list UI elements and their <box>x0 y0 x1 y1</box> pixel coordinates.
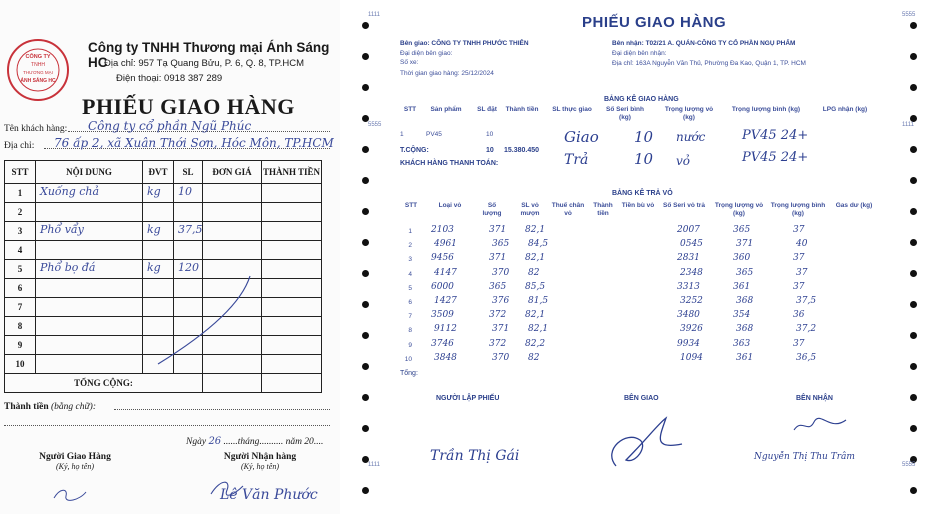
return-row-qty: 372 <box>489 338 507 349</box>
stt-cell: 1 <box>5 184 36 203</box>
return-row-stt: 3 <box>408 256 412 264</box>
return-row-shell: 368 <box>736 324 754 335</box>
document-title: PHIẾU GIAO HÀNG <box>82 94 295 119</box>
stamp-line-2: TNHH <box>31 62 45 68</box>
customer-address-value: 76 ấp 2, xã Xuân Thới Sơn, Hóc Môn, TP.HCM <box>54 136 334 150</box>
delivery-section-title: BẢNG KÊ GIAO HÀNG <box>604 96 679 103</box>
total-amount-right: 15.380.450 <box>504 147 540 154</box>
delivery-row-stt: 1 <box>400 131 404 138</box>
return-row-shell: 361 <box>736 352 754 363</box>
return-row-bottle: 40 <box>796 239 808 250</box>
qty-cell <box>174 241 203 260</box>
return-row-bottle: 37 <box>793 253 805 264</box>
return-col-header: Trọng lượng bình (kg) <box>770 202 826 217</box>
amount-cell <box>262 279 322 298</box>
edge-code-6: 5555 <box>902 462 916 468</box>
perforation-hole <box>910 84 917 91</box>
return-row-bottle: 36 <box>793 310 805 321</box>
return-col-header: Loại vỏ <box>438 202 462 209</box>
return-row-shell: 360 <box>733 253 751 264</box>
receiver-label: Người Nhận hàng <box>223 452 297 462</box>
return-row-type: 9112 <box>434 324 457 335</box>
receiver-signature-block <box>200 452 320 471</box>
col-qty: SL <box>174 161 203 184</box>
table-row <box>5 203 322 222</box>
return-col-header: SL vỏ mượn <box>520 202 540 217</box>
perforation-hole <box>362 22 369 29</box>
perforation-hole <box>362 239 369 246</box>
return-row-borrow: 82 <box>528 352 540 363</box>
edge-code-3: 1111 <box>368 462 381 468</box>
perforation-hole <box>910 53 917 60</box>
perforation-hole <box>910 239 917 246</box>
return-row-stt: 7 <box>408 313 412 321</box>
hw-deliver-type: nước <box>676 130 706 144</box>
content-cell <box>36 355 143 374</box>
sig-receiver-label: BÊN NHẬN <box>796 395 833 402</box>
delivery-time: Thời gian giao hàng: 25/12/2024 <box>400 70 494 77</box>
delivery-note-left <box>0 0 340 514</box>
delivery-col-header: SL thực giao <box>552 106 592 113</box>
return-col-header: Gas dư (kg) <box>835 202 873 209</box>
company-address: Địa chỉ: 957 Tạ Quang Bửu, P. 6, Q. 8, TP.HCM <box>104 58 304 69</box>
perforation-hole <box>910 394 917 401</box>
amount-cell <box>262 241 322 260</box>
price-cell <box>203 184 262 203</box>
price-cell <box>203 241 262 260</box>
vehicle-number: Số xe: <box>400 59 419 66</box>
return-row-shell: 363 <box>733 338 751 349</box>
return-row-stt: 4 <box>408 270 412 278</box>
col-stt: STT <box>5 161 36 184</box>
return-row-shell: 371 <box>736 239 754 250</box>
return-row-qty: 365 <box>492 239 510 250</box>
qty-value: 37,5 <box>178 223 203 236</box>
return-row-borrow: 82,1 <box>525 225 546 235</box>
unit-value: kg <box>147 261 161 274</box>
total-qty-right: 10 <box>486 147 494 154</box>
return-row-serial: 2007 <box>677 225 700 235</box>
perforation-hole <box>910 487 917 494</box>
hw-deliver-qty: 10 <box>634 128 654 146</box>
amount-cell <box>262 336 322 355</box>
table-row <box>5 241 322 260</box>
content-cell <box>36 260 143 279</box>
unit-cell <box>143 184 174 203</box>
delivery-row-product: PV45 <box>426 131 442 138</box>
return-row-qty: 372 <box>489 310 507 321</box>
return-row-qty: 371 <box>489 253 507 264</box>
col-amount: THÀNH TIỀN <box>262 161 322 184</box>
perforation-hole <box>910 332 917 339</box>
return-row-bottle: 37 <box>793 338 805 349</box>
return-row-type: 4961 <box>434 239 457 250</box>
date-day-label: Ngày <box>186 437 207 447</box>
stamp-line-4: ÁNH SÁNG HC <box>20 78 56 84</box>
stamp-line-1: CÔNG TY <box>25 54 51 60</box>
stt-cell: 2 <box>5 203 36 222</box>
perforation-hole <box>362 177 369 184</box>
content-cell <box>36 317 143 336</box>
company-name: Công ty TNHH Thương mại Ánh Sáng HC <box>88 40 330 70</box>
stt-cell: 8 <box>5 317 36 336</box>
content-cell <box>36 298 143 317</box>
qty-cell <box>174 184 203 203</box>
amount-cell <box>262 355 322 374</box>
return-row-shell: 368 <box>736 296 754 306</box>
receiver-signature-mark-icon <box>790 414 850 438</box>
content-cell <box>36 222 143 241</box>
return-row-stt: 5 <box>408 284 412 292</box>
return-row-type: 1427 <box>434 296 457 306</box>
return-row-shell: 365 <box>736 267 754 278</box>
strike-through-line <box>150 272 260 368</box>
delivery-note-right <box>350 0 929 514</box>
qty-value: 10 <box>178 185 192 198</box>
return-row-shell: 361 <box>733 281 751 292</box>
sender-rep: Đại diện bên giao: <box>400 50 453 57</box>
return-col-header: Số Seri vỏ trả <box>663 202 705 209</box>
return-row-serial: 3252 <box>680 296 703 306</box>
edge-code-4: 5555 <box>902 12 916 18</box>
return-row-borrow: 82,1 <box>528 324 549 335</box>
qty-cell <box>174 203 203 222</box>
return-row-serial: 9934 <box>677 338 700 349</box>
delivery-col-header: SL đặt <box>477 106 497 113</box>
return-row-type: 3848 <box>434 352 457 363</box>
perforation-hole <box>910 301 917 308</box>
receiver-name: Lê Văn Phước <box>220 487 318 503</box>
return-row-shell: 365 <box>733 225 751 235</box>
table-header-row <box>5 161 322 184</box>
return-row-serial: 1094 <box>680 352 703 363</box>
edge-code-2: 5555 <box>368 122 382 128</box>
perforation-hole <box>910 177 917 184</box>
amount-in-words-note: (bằng chữ): <box>51 402 97 412</box>
sender-signature-icon <box>596 410 686 474</box>
qty-cell <box>174 222 203 241</box>
customer-name-field <box>4 119 330 134</box>
return-row-serial: 2348 <box>680 267 703 278</box>
deliverer-note: (Ký, họ tên) <box>56 462 94 471</box>
return-row-bottle: 37,2 <box>796 324 817 335</box>
perforation-hole <box>910 270 917 277</box>
customer-address-field <box>4 136 334 151</box>
deliverer-signature-block <box>20 452 130 471</box>
total-label: TỔNG CỘNG: <box>5 374 203 393</box>
amount-cell <box>262 203 322 222</box>
total-row <box>5 374 322 393</box>
return-row-stt: 6 <box>408 299 412 306</box>
col-unit: ĐVT <box>143 161 174 184</box>
perforation-hole <box>362 394 369 401</box>
col-content: NỘI DUNG <box>36 161 143 184</box>
return-row-bottle: 37 <box>793 281 805 292</box>
return-row-bottle: 37 <box>793 225 805 235</box>
perforation-hole <box>362 363 369 370</box>
return-row-bottle: 36,5 <box>796 352 817 363</box>
delivery-col-header: Sản phẩm <box>430 106 462 113</box>
return-col-header: Tiền bù vỏ <box>621 202 655 209</box>
col-price: ĐƠN GIÁ <box>203 161 262 184</box>
return-row-borrow: 82,2 <box>525 338 546 349</box>
perforation-hole <box>910 146 917 153</box>
sig-sender-label: BÊN GIAO <box>624 395 659 402</box>
delivery-col-header: Số Seri bình (kg) <box>606 106 644 121</box>
date-month-label: tháng <box>237 437 260 447</box>
unit-value: kg <box>147 185 161 198</box>
return-row-qty: 376 <box>492 296 510 306</box>
return-row-borrow: 82,1 <box>525 253 546 264</box>
delivery-col-header: STT <box>403 106 417 113</box>
deliverer-label: Người Giao Hàng <box>39 452 111 462</box>
perforation-hole <box>910 115 917 122</box>
perforation-hole <box>910 22 917 29</box>
stt-cell: 3 <box>5 222 36 241</box>
receiver-line: Bên nhận: T02/21 A. QUÁN-CÔNG TY CỔ PHẦN NGỤ PHẨM <box>612 40 796 47</box>
stt-cell: 5 <box>5 260 36 279</box>
return-row-serial: 3926 <box>680 324 703 335</box>
maker-signature-name: Trần Thị Gái <box>430 448 520 464</box>
delivery-col-header: Thành tiền <box>505 106 539 113</box>
content-value: Xuống chả <box>40 185 100 198</box>
return-row-qty: 371 <box>489 225 507 235</box>
return-row-serial: 3313 <box>677 281 700 292</box>
total-amount-cell <box>262 374 322 393</box>
table-row <box>5 222 322 241</box>
delivery-col-header: LPG nhận (kg) <box>822 106 868 113</box>
content-cell <box>36 336 143 355</box>
return-row-type: 4147 <box>434 267 457 278</box>
total-price-cell <box>203 374 262 393</box>
stamp-line-3: THƯƠNG MẠI <box>23 70 53 75</box>
delivery-col-header: Trọng lượng bình (kg) <box>731 106 801 113</box>
return-row-bottle: 37,5 <box>796 296 817 306</box>
return-row-type: 9456 <box>431 253 454 264</box>
content-value: Phổ bọ đá <box>40 261 96 274</box>
amount-cell <box>262 184 322 203</box>
company-phone: Điện thoại: 0918 387 289 <box>116 73 223 84</box>
hw-deliver-word: Giao <box>564 128 599 146</box>
date-line: Ngày 26 ......tháng.......... năm 20.... <box>186 436 324 447</box>
price-cell <box>203 203 262 222</box>
stt-cell: 6 <box>5 279 36 298</box>
perforation-hole <box>910 363 917 370</box>
return-row-qty: 370 <box>492 352 510 363</box>
perforation-hole <box>362 84 369 91</box>
return-row-borrow: 84,5 <box>528 239 549 250</box>
stt-cell: 10 <box>5 355 36 374</box>
perforation-hole <box>362 270 369 277</box>
receiver-rep: Đại diện bên nhận: <box>612 50 667 57</box>
amount-in-words-label: Thành tiền <box>4 402 49 412</box>
hw-deliver-product: PV45 24+ <box>742 128 809 143</box>
right-document-title: PHIẾU GIAO HÀNG <box>582 14 727 31</box>
return-row-qty: 371 <box>492 324 510 335</box>
hw-return-word: Trả <box>564 152 589 168</box>
return-row-serial: 3480 <box>677 310 700 321</box>
return-col-header: Trọng lượng vỏ (kg) <box>714 202 764 217</box>
return-row-serial: 0545 <box>680 239 703 250</box>
receiver-address: Địa chỉ: 163A Nguyễn Văn Thủ, Phường Đa Kao, Quận 1, TP. HCM <box>612 60 806 67</box>
return-row-type: 2103 <box>431 225 454 235</box>
return-row-type: 6000 <box>431 281 454 292</box>
total-label-right: T.CỘNG: <box>400 147 429 154</box>
return-row-qty: 370 <box>492 267 510 278</box>
stt-cell: 9 <box>5 336 36 355</box>
amount-cell <box>262 222 322 241</box>
return-row-stt: 2 <box>408 242 412 250</box>
stt-cell: 7 <box>5 298 36 317</box>
hw-return-product: PV45 24+ <box>742 150 809 165</box>
perforation-hole <box>362 115 369 122</box>
content-cell <box>36 184 143 203</box>
delivery-row-qty: 10 <box>486 131 494 138</box>
customer-name-value: Công ty cổ phần Ngũ Phúc <box>88 119 252 133</box>
unit-cell <box>143 203 174 222</box>
amount-cell <box>262 260 322 279</box>
receiver-note: (Ký, họ tên) <box>241 462 279 471</box>
hw-return-qty: 10 <box>634 150 654 168</box>
content-cell <box>36 241 143 260</box>
return-row-stt: 10 <box>404 355 412 363</box>
return-row-borrow: 82,1 <box>525 310 546 321</box>
content-cell <box>36 203 143 222</box>
sig-maker-label: NGƯỜI LẬP PHIẾU <box>436 395 500 402</box>
customer-address-label: Địa chỉ: <box>4 141 35 151</box>
return-section-title: BẢNG KÊ TRẢ VỎ <box>612 190 673 197</box>
return-row-stt: 1 <box>408 228 412 235</box>
unit-value: kg <box>147 223 161 236</box>
table-row <box>5 184 322 203</box>
stt-cell: 4 <box>5 241 36 260</box>
return-row-qty: 365 <box>489 281 507 292</box>
return-row-stt: 8 <box>408 327 412 335</box>
content-value: Phổ vẩy <box>40 223 84 236</box>
return-col-header: Số lượng <box>482 202 502 217</box>
date-year-label: năm 20 <box>285 437 314 447</box>
price-cell <box>203 222 262 241</box>
receiver-signature-name: Nguyễn Thị Thu Trâm <box>754 452 855 462</box>
return-row-serial: 2831 <box>677 253 700 264</box>
perforation-hole <box>362 53 369 60</box>
return-row-type: 3746 <box>431 338 454 349</box>
return-row-shell: 354 <box>733 310 751 321</box>
date-day-value: 26 <box>208 436 222 447</box>
perforation-hole <box>910 208 917 215</box>
unit-cell <box>143 241 174 260</box>
hw-return-type: vỏ <box>676 154 691 168</box>
return-row-bottle: 37 <box>796 267 808 278</box>
perforation-hole <box>362 208 369 215</box>
sender-line: Bên giao: CÔNG TY TNHH PHƯỚC THIÊN <box>400 40 529 47</box>
perforation-hole <box>362 332 369 339</box>
perforation-hole <box>362 425 369 432</box>
amount-cell <box>262 317 322 336</box>
return-col-header: Thành tiền <box>593 202 613 217</box>
deliverer-signature-icon <box>50 484 90 506</box>
company-stamp <box>6 38 70 102</box>
perforation-hole <box>362 146 369 153</box>
perforation-hole <box>910 425 917 432</box>
customer-name-label: Tên khách hàng: <box>4 124 68 134</box>
return-row-borrow: 81,5 <box>528 296 549 306</box>
return-row-stt: 9 <box>408 341 412 349</box>
return-total-label: Tổng: <box>400 370 418 377</box>
amount-in-words-field <box>4 402 330 412</box>
content-cell <box>36 279 143 298</box>
unit-cell <box>143 222 174 241</box>
amount-in-words-line <box>4 425 330 426</box>
return-row-borrow: 85,5 <box>525 281 546 292</box>
return-row-type: 3509 <box>431 310 454 321</box>
perforation-hole <box>362 487 369 494</box>
edge-code-1: 1111 <box>368 12 381 18</box>
customer-payment-label: KHÁCH HÀNG THANH TOÁN: <box>400 160 499 167</box>
return-col-header: STT <box>404 202 418 209</box>
edge-code-5: 1111 <box>902 122 915 128</box>
amount-cell <box>262 298 322 317</box>
return-row-borrow: 82 <box>528 267 540 278</box>
return-col-header: Thuế chân vỏ <box>551 202 585 217</box>
perforation-hole <box>362 301 369 308</box>
delivery-col-header: Trọng lượng vỏ (kg) <box>664 106 714 121</box>
qty-value: 120 <box>178 261 199 274</box>
